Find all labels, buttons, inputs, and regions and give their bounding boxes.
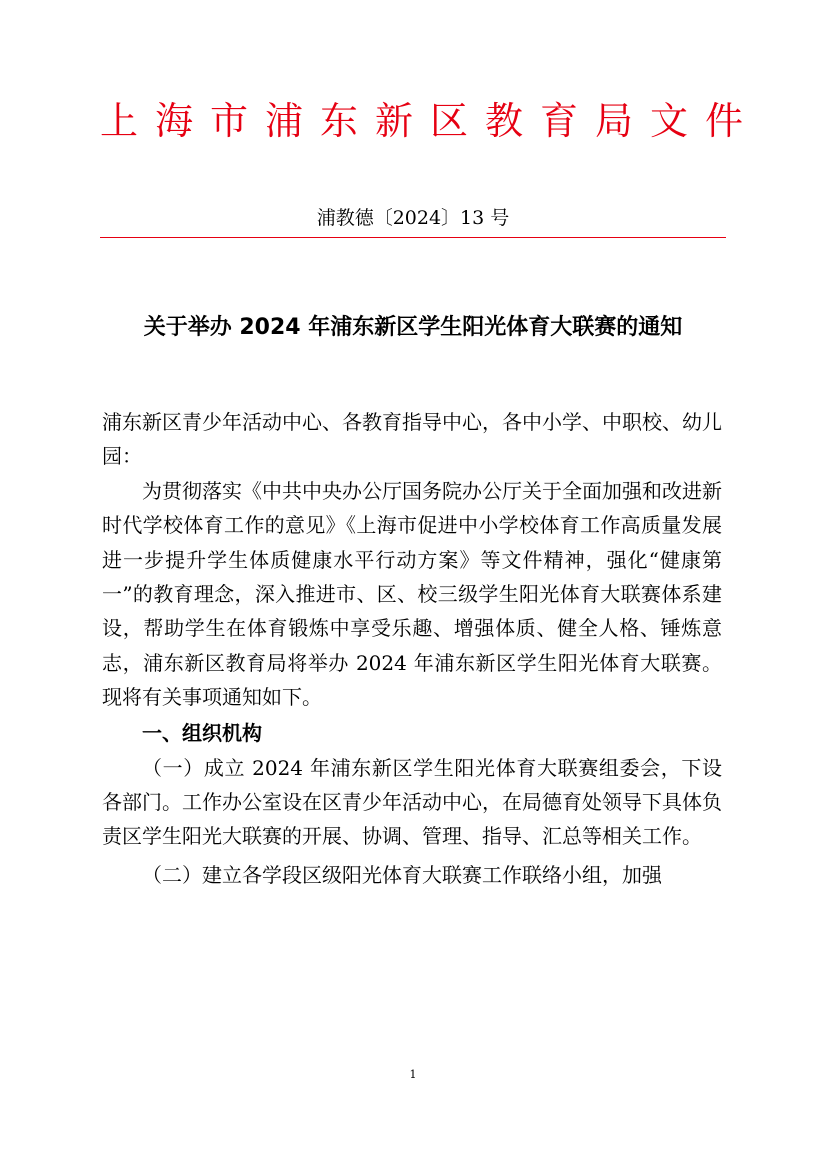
red-separator-line — [100, 237, 726, 238]
recipients-line: 浦东新区青少年活动中心、各教育指导中心，各中小学、中职校、幼儿园： — [102, 410, 722, 469]
masthead-title: 上海市浦东新区教育局文件 — [100, 99, 761, 143]
body-item-1: （一）成立 2024 年浦东新区学生阳光体育大联赛组委会，下设各部门。工作办公室设在区青少年活动中心，在局德育处领导下具体负责区学生阳光大联赛的开展、协调、管理、指导、汇总等相关工作。 — [102, 755, 722, 849]
section-heading-organization: 一、组织机构 — [142, 720, 262, 745]
document-number: 浦教德〔2024〕13 号 — [316, 207, 510, 229]
body-item-2: （二）建立各学段区级阳光体育大联赛工作联络小组，加强 — [142, 862, 662, 887]
page-number: 1 — [409, 1068, 417, 1081]
body-paragraph-1: 为贯彻落实《中共中央办公厅国务院办公厅关于全面加强和改进新时代学校体育工作的意见》《上海市促进中小学校体育工作高质量发展 进一步提升学生体质健康水平行动方案》等文件精神，强化“健康第一”的教育理念，深入推进市、区、校三级学生阳光体育大联赛体系建设，帮助学生在体育锻炼中享受乐趣、增强体质、健全人格、锤炼意志，浦东新区教育局将举办 2024 年浦东新区学生阳光体育大联赛。现将有关事项通知如下。 — [102, 478, 722, 710]
document-body — [102, 405, 722, 892]
notice-title: 关于举办 2024 年浦东新区学生阳光体育大联赛的通知 — [143, 315, 683, 340]
